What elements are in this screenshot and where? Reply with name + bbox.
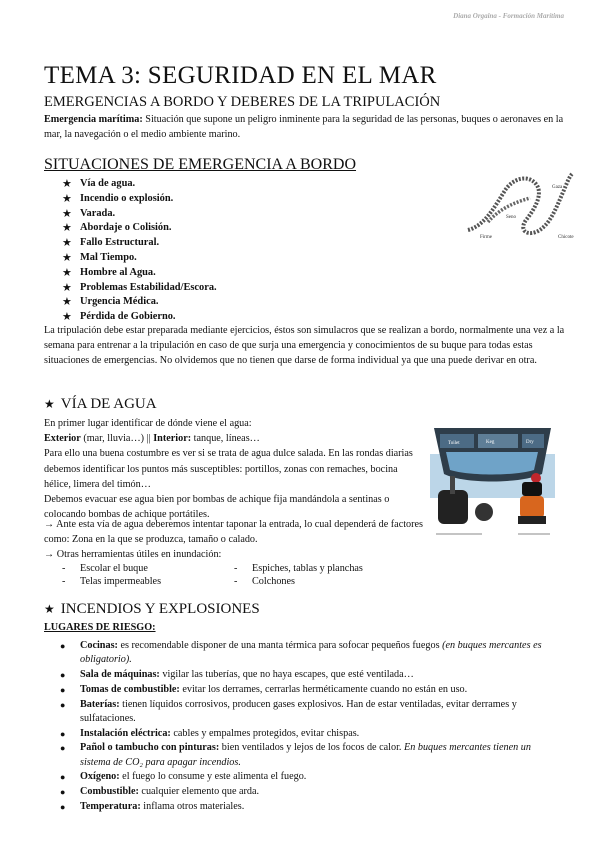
list-item: ★ Mal Tiempo. [62,251,137,264]
list-item: ★ Varada. [62,207,116,220]
via-agua-text: En primer lugar identificar de dónde viene el agua: Exterior (mar, lluvia…) || Interior: tanque, líneas… Para ello una buena costumbre es ver si se trata de agua dulce salada. En las rondas diarias debemos identificar los puntos más susceptibles: portillos, zonas con remaches, bocina hélice, limera del timón… Debemos evacuar ese agua bien por bombas de achique fija mandándola a sentinas o colocando bombas de achique portátiles. [44,418,413,521]
pump-handle [450,476,455,494]
list-item: ● Pañol o tambucho con pinturas: bien ventilados y lejos de los focos de calor. En buques mercantes tienen un sistema de CO₂ para apagar incendios. [60,742,531,768]
rope-knot-figure [464,168,574,240]
pump-base [475,503,493,521]
svg-text:Keg: Keg [486,440,495,445]
list-item: - Espiches, tablas y planchas [234,563,363,574]
compartment [478,434,518,448]
intro-text: Situación que supone un peligro inminente para la seguridad de las personas, buques o aeronaves en la mar, la navegación o el medio ambiente marino. [44,114,564,141]
section-heading-emergencias: SITUACIONES DE EMERGENCIA A BORDO [44,156,357,173]
list-item: ● Baterías: tienen líquidos corrosivos, producen gases explosivos. Han de estar ventiladas, evitar derrames y sulfataciones. [60,698,517,724]
emergency-list [62,177,217,325]
list-item: ● Oxígeno: el fuego lo consume y este alimenta el fuego. [60,771,307,783]
electric-pump-body [520,496,544,518]
list-item: - Colchones [234,576,296,587]
star-icon: ★ [62,281,72,294]
intro-term: Emergencia marítima: [44,114,143,125]
star-icon: ★ [62,178,72,190]
intro-paragraph [44,112,564,142]
list-item: ★ Pérdida de Gobierno. [62,311,176,324]
list-item: ● Temperatura: inflama otros materiales. [60,800,245,812]
svg-text:Dry: Dry [526,440,534,445]
list-item: ● Cocinas: es recomendable disponer de una manta térmica para sofocar pequeños fuegos (en buques mercantes es obligatorio). [60,640,542,666]
list-item: ★ Incendio o explosión. [62,192,174,205]
star-icon: ★ [44,602,55,616]
list-item: ● Combustible: cualquier elemento que arda. [60,786,260,798]
electric-pump-top [522,482,542,496]
star-icon: ★ [62,296,72,309]
label-seno: Seno [506,215,516,220]
manual-pump-body [438,490,468,524]
star-icon: ★ [62,192,72,205]
section1-paragraph: La tripulación debe estar preparada mediante ejercicios, éstos son simulacros que se realizan a bordo, normalmente una vez a la semana para entrenar a la tripulación en caso de que surja una emergencia y conocimientos de su buque para todas estas situaciones de emergencias. No olvidemos que no tienen que darse de forma individual ya que una puede derivar en otra. [44,325,565,367]
list-item: ★ Problemas Estabilidad/Escora. [62,281,217,294]
star-icon: ★ [62,237,72,250]
list-item: ● Tomas de combustible: evitar los derrames, cerrarlas herméticamente cuando no están en uso. [60,683,468,695]
label-gaza: Gaza [552,185,563,190]
list-item: ★ Urgencia Médica. [62,296,159,309]
electric-pump-base [518,516,546,524]
rope-path [468,174,572,233]
tools-list [62,563,434,587]
list-item: ★ Vía de agua. [62,178,136,190]
list-item: ★ Hombre al Agua. [62,266,156,279]
star-icon: ★ [62,222,72,235]
risk-list [60,639,560,815]
list-item: - Escolar el buque [62,563,148,574]
star-icon: ★ [62,311,72,324]
list-item: ★ Fallo Estructural. [62,237,160,250]
section-heading-incendios: ★ INCENDIOS Y EXPLOSIONES [44,601,260,617]
page-subtitle: EMERGENCIAS A BORDO Y DEBERES DE LA TRIPULACIÓN [44,94,441,110]
list-item: ● Instalación eléctrica: cables y empalmes protegidos, evitar chispas. [60,727,360,739]
page-title: TEMA 3: SEGURIDAD EN EL MAR [44,62,437,89]
list-item: - Telas impermeables [62,576,162,587]
star-icon: ★ [62,251,72,264]
label-firme: Firme [480,235,492,240]
via-agua-text-2: → Ante esta vía de agua deberemos intentar taponar la entrada, lo cual dependerá de factores como: Zona en la que se produzca, tamaño o calado. → Otras herramientas útiles en inundación: [44,519,424,561]
section-heading-via-agua: ★ VÍA DE AGUA [44,396,157,412]
label-chicote: Chicote [558,235,574,240]
star-icon: ★ [44,397,55,411]
bilge-pumps-figure [432,472,562,542]
star-icon: ★ [62,266,72,279]
risk-places-subheading: LUGARES DE RIESGO: [44,622,156,633]
svg-text:Toilet: Toilet [448,441,460,446]
author-header: Diana Orgaina - Formación Marítima [453,12,564,20]
list-item: ★ Abordaje o Colisión. [62,222,172,235]
list-item: ● Sala de máquinas: vigilar las tuberías, que no haya escapes, que esté ventilada… [60,669,414,680]
star-icon: ★ [62,207,72,220]
